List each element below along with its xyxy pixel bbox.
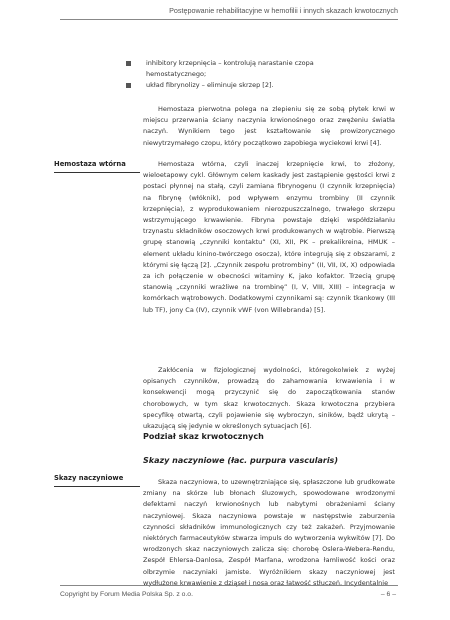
- paragraph-zaklocenia: Zakłócenia w fizjologicznej wydolności, któregokolwiek z wyżej opisanych czynników, prowadzą do zahamowania krwawienia i w konsekwencji mogą przyczynić się do zapoczątkowania stanów chorobowych, w tym skaz krwotocznych. Skaza krwotoczna przybiera specyfikę otwartą, czyli pojawienie się wybroczyn, siników, bądź ukrytą – ukazującą się jedynie w określonych sytuacjach [6].: [143, 366, 395, 431]
- paragraph-skaza-naczyniowa: Skaza naczyniowa, to uzewnętrzniające się, spłaszczone lub grudkowate zmiany na skórze lub błonach śluzowych, spowodowane wrodzonymi defektami naczyń krwionośnych lub nabytymi obrażeniami ściany naczyniowej. Skaza naczyniowa powstaje w następstwie zaburzenia czynności składników immunologicznych czy też zakażeń. Przyjmowanie niektórych farmaceutyków stwarza impuls do wytworzenia wykwitów [7]. Do wrodzonych skaz naczyniowych zalicza się: chorobę Oslera-Webera-Rendu, Zespół Ehlersa-Danlosa, Zespół Marfana, wrodzona łamliwość kości oraz olbrzymie naczyniaki jamiste. Wyróżnikiem skazy naczyniowej jest wydłużone krwawienie z dziąseł i nosa oraz łatwość stłuczeń. Incydentalnie: [143, 478, 395, 587]
- side-label-hemostaza-wtorna: Hemostaza wtórna: [54, 160, 140, 173]
- running-header: [60, 6, 398, 20]
- bullet-list: [126, 58, 366, 91]
- bullet-item: [126, 80, 366, 91]
- footer-copyright: Copyright by Forum Media Polska Sp. z o.o.: [60, 591, 193, 598]
- paragraph-hemostaza-wtorna: Hemostaza wtórna, czyli inaczej krzepnięcie krwi, to złożony, wieloetapowy cykl. Głównym celem kaskady jest zastąpienie gęstości krwi z postaci płynnej na stałą, czyli zamiana fibrynogenu (I czynnik krzepnięcia) na fibrynę (włóknik), pod wpływem enzymu trombiny (II czynnik krzepnięcia), z wyprodukowaniem nierozpuszczalnego, trwałego skrzepu wstrzymującego krwawienie. Fibryna powstaje dzięki współdziałaniu trzynastu składników osoczowych krwi produkowanych w wątrobie. Pierwszą grupę stanowią „czynniki kontaktu” (XI, XII, PK – prekalikreina, HMUK – element układu kinino-twórczego osocza), które integrują się z obszarami, z którymi się łączą [2]. „Czynnik zespołu protrombiny” (II, VII, IX, X) odpowiada za ich połączenie w obecności witaminy K, jako kofaktor. Trzecią grupę stanowią „czynniki wrażliwe na trombinę” (I, V, VIII, XIII) – integracja w komórkach wątrobowych. Dodatkowymi czynnikami są: czynnik tkankowy (III lub TF), jony Ca (IV), czynnik vWF (von Willebranda) [5].: [143, 160, 395, 314]
- page-number: – 6 –: [380, 591, 396, 598]
- paragraph-hemostaza-pierwotna: Hemostaza pierwotna polega na zlepieniu się ze sobą płytek krwi w miejscu przerwania ściany naczynia krwionośnego oraz zwężeniu światła naczyń. Wynikiem tego jest kształtowanie się prowizorycznego niewytrzymałego czopu, który początkowo zapobiega wyciekowi krwi [4].: [143, 105, 395, 147]
- bullet-item: [126, 58, 366, 80]
- square-bullet-icon: [126, 83, 131, 88]
- subsection-heading: Skazy naczyniowe (łac. purpura vascularis): [143, 456, 338, 465]
- section-heading: Podział skaz krwotocznych: [143, 432, 264, 441]
- side-label-skazy-naczyniowe: Skazy naczyniowe: [54, 474, 140, 487]
- square-bullet-icon: [126, 61, 131, 66]
- running-header-title: Postępowanie rehabilitacyjne w hemofilii i innych skazach krwotocznych: [169, 6, 398, 15]
- bullet-text: układ fibrynolizy – eliminuje skrzep [2].: [146, 81, 274, 89]
- page-footer: [60, 585, 398, 598]
- bullet-text: inhibitory krzepnięcia – kontrolują narastanie czopa hemostatycznego;: [146, 59, 314, 78]
